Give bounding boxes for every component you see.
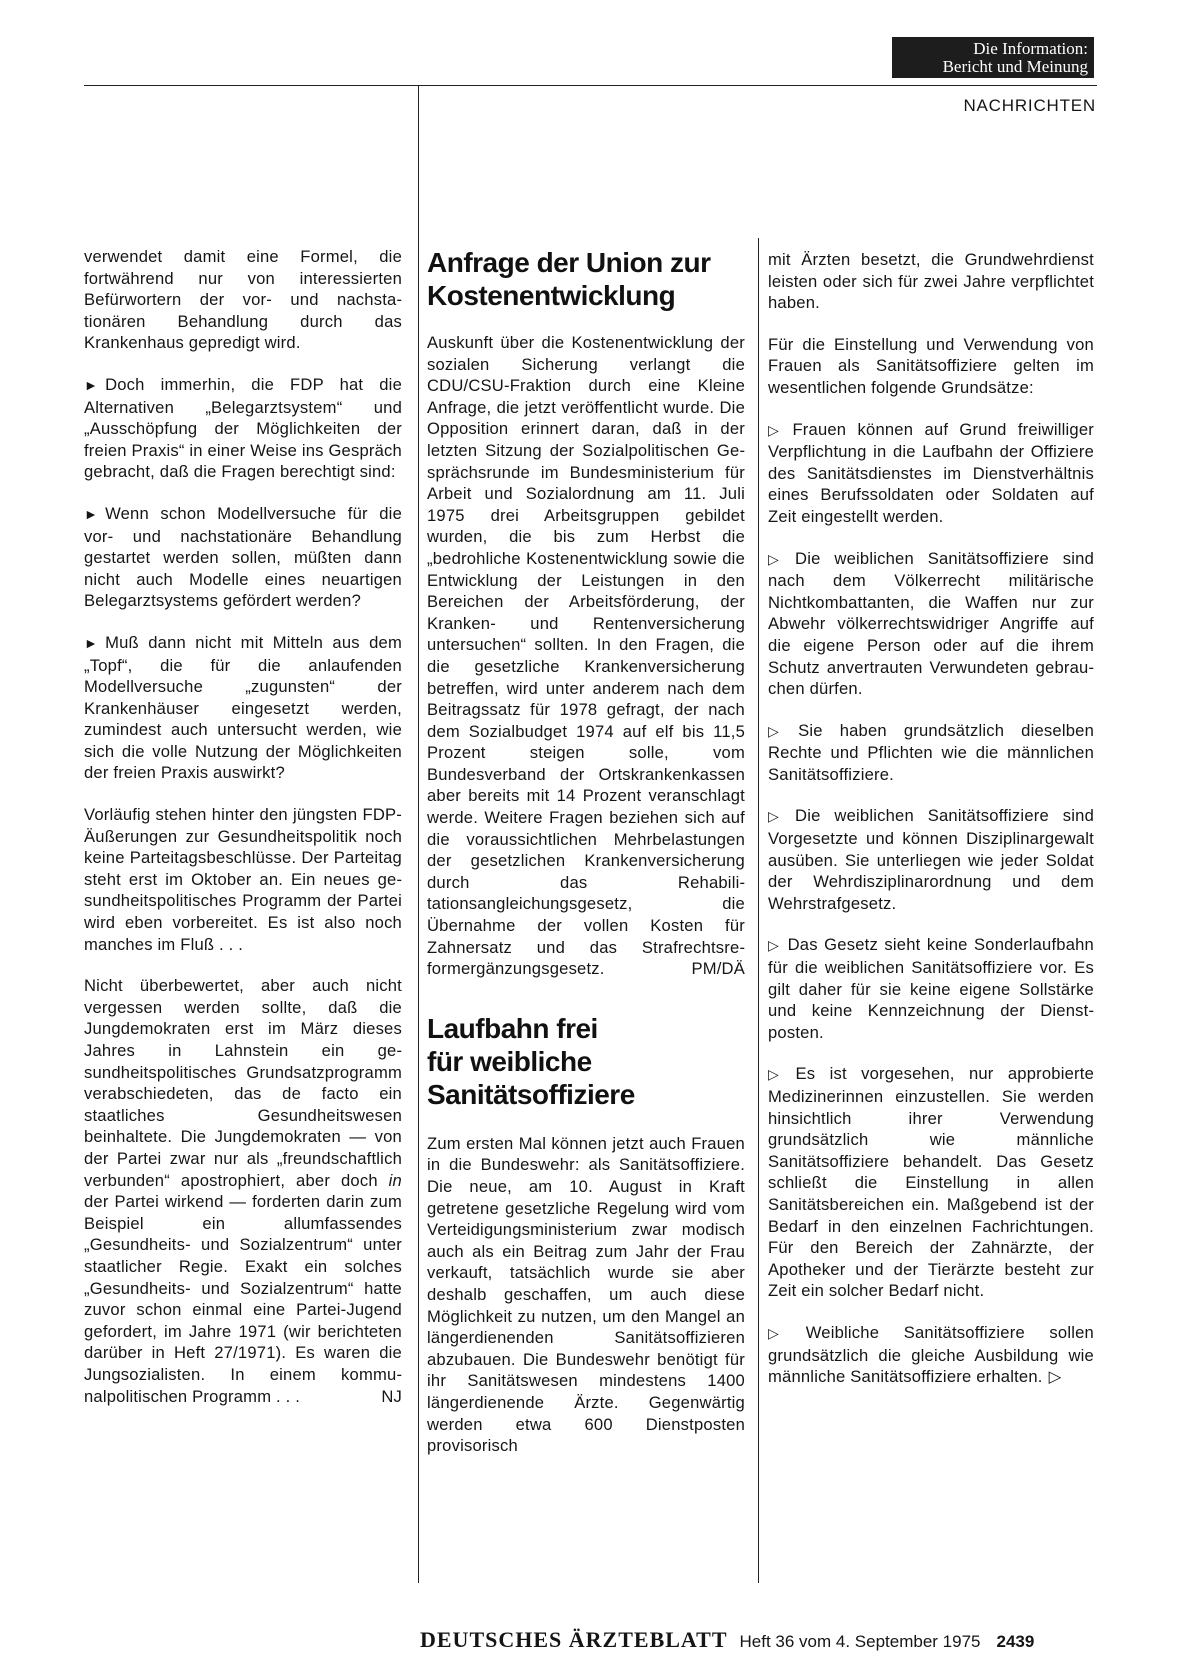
- rubric-box: [892, 37, 1094, 78]
- column-right: [768, 249, 1094, 1388]
- paragraph-text: Weibliche Sanitätsoffiziere sollen grundsätzlich die gleiche Ausbildung wie männliche Sanitätsoffiziere erhalten.: [768, 1322, 1094, 1387]
- paragraph-text: Die weiblichen Sanitätsoffiziere sind Vorgesetzte und können Disziplinargewalt ausüben. Sie unterliegen wie jeder Soldat der Wehrdisziplinarordnung und dem Wehrstrafgesetz.: [768, 806, 1094, 913]
- headline-line: für weibliche: [427, 1045, 592, 1077]
- bullet-paragraph: [768, 720, 1094, 786]
- bullet-paragraph: [84, 374, 402, 483]
- paragraph-text: Das Gesetz sieht keine Sonderlaufbahn für die weiblichen Sanitätsoffiziere vor. Es gilt daher für sie keine eigene Sollstärke und keine Kennzeichnung der Dienstposten.: [768, 935, 1094, 1042]
- section-label: NACHRICHTEN: [963, 96, 1096, 115]
- hollow-triangle-icon: ▷: [768, 421, 786, 438]
- bullet-paragraph: [768, 1322, 1094, 1388]
- bullet-paragraph: [84, 503, 402, 612]
- column-left: [84, 246, 402, 1407]
- bullet-paragraph: [768, 548, 1094, 700]
- emphasis: in: [388, 1170, 402, 1190]
- author-signature: PM/DÄ: [691, 959, 745, 979]
- column-divider-right: [758, 238, 759, 1583]
- paragraph-text: Frauen können auf Grund freiwilliger Verpflichtung in die Laufbahn der Offiziere des Sanitätsdienstes im Dienstverhältnis eines Berufssoldaten oder Soldaten auf Zeit eingestellt werden.: [768, 419, 1094, 526]
- rubric-line-2: Bericht und Meinung: [942, 57, 1088, 76]
- paragraph-text: Wenn schon Modellversuche für die vor- und nachstationäre Behandlung gestartet werden sollen, müßten dann nicht auch Modelle eines neuartigen Belegarztsystems gefördert werden?: [84, 503, 402, 611]
- bullet-paragraph: [768, 934, 1094, 1043]
- article-body: [427, 332, 745, 980]
- hollow-triangle-icon: ▷: [768, 808, 789, 825]
- paragraph-text: Muß dann nicht mit Mitteln aus dem „Topf“, die für die anlaufenden Modellversuche „zugunsten“ der Krankenhäuser eingesetzt werden, zumindest auch untersucht werden, wie sich die volle Nutzung der Möglichkeiten der freien Praxis auswirkt?: [84, 632, 402, 783]
- article-headline: [427, 246, 745, 312]
- hollow-triangle-icon: ▷: [768, 722, 792, 739]
- headline-line: Anfrage der Union zur: [427, 247, 711, 278]
- article-headline: [427, 1012, 745, 1111]
- paragraph: mit Ärzten besetzt, die Grundwehrdienst leisten oder sich für zwei Jahre verpflichtet haben.: [768, 250, 1094, 313]
- bullet-paragraph: [768, 805, 1094, 914]
- paragraph-text: der Partei wirkend — forderten darin zum Beispiel ein allumfassendes „Gesundheits- und Sozialzentrum“ unter staatlicher Regie. Exakt ein solches „Gesundheits- und Sozialzentrum“ hatte zuvor schon einmal eine Partei-Jugend gefordert, im Jahre 1971 (wir berichteten darüber in Heft 27/1971). Es waren die Jungsozialisten. In einem kommunalpolitischen Programm . . .: [84, 1192, 402, 1406]
- rubric-line-1: Die Information:: [973, 39, 1088, 58]
- bullet-paragraph: [768, 1063, 1094, 1302]
- article-body: Zum ersten Mal können jetzt auch Frauen in die Bundeswehr: als Sanitätsoffiziere. Die neue, am 10. August in Kraft getretene gesetzliche Regelung wird vom Verteidigungsministerium zwar modisch auch als ein Beitrag zum Jahr der Frau verkauft, tatsächlich wurde sie aber deshalb geschaffen, um auch diese Möglichkeit zu nutzen, um den Mangel an längerdienenden Sanitätsoffizieren abzubauen. Die Bundeswehr benötigt für ihr Sanitätswesen mindestens 1400 längerdienende Ärzte. Gegenwärtig werden etwa 600 Dienstposten provisorisch: [427, 1133, 745, 1456]
- paragraph-text: Sie haben grundsätzlich dieselben Rechte und Pflichten wie die männlichen Sanitätsoffiziere.: [768, 720, 1095, 784]
- headline-line: Laufbahn frei: [427, 1012, 598, 1044]
- hollow-triangle-icon: ▷: [768, 1324, 799, 1341]
- paragraph: Vorläufig stehen hinter den jüngsten FDP-Äußerungen zur Gesundheitspolitik noch keine Parteitagsbeschlüsse. Der Parteitag steht erst im Oktober an. Ein neues gesundheitspolitisches Programm der Partei wird eben vorbereitet. Es ist also noch manches im Fluß . . .: [84, 805, 402, 954]
- filled-triangle-icon: ►: [84, 505, 99, 522]
- continued-arrow-icon: ▷: [1048, 1367, 1062, 1387]
- paragraph-text: Doch immerhin, die FDP hat die Alternativen „Belegarztsystem“ und „Ausschöpfung der Möglichkeiten der freien Praxis“ in einer Weise ins Gespräch gebracht, daß die Fragen berechtigt sind:: [84, 374, 402, 482]
- page-number: 2439: [996, 1632, 1035, 1651]
- paragraph-text: Die weiblichen Sanitätsoffiziere sind nach dem Völkerrecht militärische Nichtkombattanten, die Waffen nur zur Abwehr völkerrechtswidriger Angriffe auf die eigene Person oder auf die ihrem Schutz anvertrauten Verwundeten gebrauchen dürfen.: [768, 548, 1094, 699]
- paragraph-text: Auskunft über die Kostenentwicklung der sozialen Sicherung verlangt die CDU/CSU-Fraktion durch eine Kleine Anfrage, die jetzt veröffentlicht wurde. Die Opposition erinnert daran, daß in der letzten Sitzung der Sozialpolitischen Gesprächsrunde im Bundesministerium für Arbeit und Sozialordnung am 11. Juli 1975 drei Arbeitsgruppen gebildet wurden, die bis zum Herbst die „bedrohliche Kostenentwicklung sowie die Entwicklung der Leistungen in den Bereichen der Arbeitsförderung, der Kranken- und Rentenversicherung untersuchen“ sollten. In den Fragen, die die gesetzliche Krankenversicherung betreffen, wird unter anderem nach dem Beitragssatz für 1978 gefragt, der nach dem Sozialbudget 1974 auf elf bis 11,5 Prozent steigen solle, vom Bundesverband der Ortskrankenkassen aber bereits mit 14 Prozent veranschlagt werde. Weitere Fragen beziehen sich auf die voraussichtlichen Mehrbelastungen der gesetzlichen Krankenversicherung durch das Rehabilitationsangleichungsgesetz, die Übernahme der vollen Kosten für Zahnersatz und das Strafrechtsreformergänzungsgesetz.: [427, 333, 745, 979]
- filled-triangle-icon: ►: [84, 634, 99, 651]
- paragraph-text: Es ist vorgesehen, nur approbierte Medizinerinnen einzustellen. Sie werden hinsichtlich ihrer Verwendung grundsätzlich wie männliche Sanitätsoffiziere behandelt. Das Gesetz schließt die Einstellung in allen Sanitätsbereichen ein. Maßgebend ist der Bedarf in den einzelnen Fachrichtungen. Für den Bereich der Zahnärzte, der Apotheker und der Tierärzte besteht zur Zeit ein solcher Bedarf nicht.: [768, 1064, 1094, 1301]
- hollow-triangle-icon: ▷: [768, 937, 781, 954]
- filled-triangle-icon: ►: [84, 376, 99, 393]
- journal-masthead: DEUTSCHES ÄRZTEBLATT: [420, 1627, 728, 1652]
- paragraph: [84, 975, 402, 1407]
- page-footer: [420, 1627, 1034, 1653]
- headline-line: Sanitätsoffiziere: [427, 1078, 635, 1110]
- column-divider-left: [418, 85, 419, 1583]
- paragraph: verwendet damit eine Formel, die fortwährend nur von interessierten Befürwortern der vor- und nachstationären Behandlung durch das Krankenhaus gepredigt wird.: [84, 247, 402, 353]
- headline-line: Kostenentwicklung: [427, 280, 676, 311]
- paragraph-text: Nicht überbewertet, aber auch nicht vergessen werden sollte, daß die Jungdemokraten erst im März dieses Jahres in Lahnstein ein gesundheitspolitisches Grundsatzprogramm verabschiedeten, das de facto ein staatliches Gesundheitswesen beinhaltete. Die Jungdemokraten — von der Partei zwar nur als „freundschaftlich verbunden“ apostrophiert, aber doch: [84, 976, 402, 1190]
- hollow-triangle-icon: ▷: [768, 1066, 789, 1083]
- hollow-triangle-icon: ▷: [768, 550, 789, 567]
- author-signature: NJ: [381, 1386, 402, 1406]
- bullet-paragraph: [84, 632, 402, 784]
- paragraph: Für die Einstellung und Verwendung von Frauen als Sanitätsoffiziere gelten im wesentlichen folgende Grundsätze:: [768, 334, 1094, 397]
- column-middle: [427, 246, 745, 1457]
- bullet-paragraph: [768, 419, 1094, 528]
- top-rule: [84, 85, 1097, 86]
- issue-info: Heft 36 vom 4. September 1975: [739, 1632, 981, 1651]
